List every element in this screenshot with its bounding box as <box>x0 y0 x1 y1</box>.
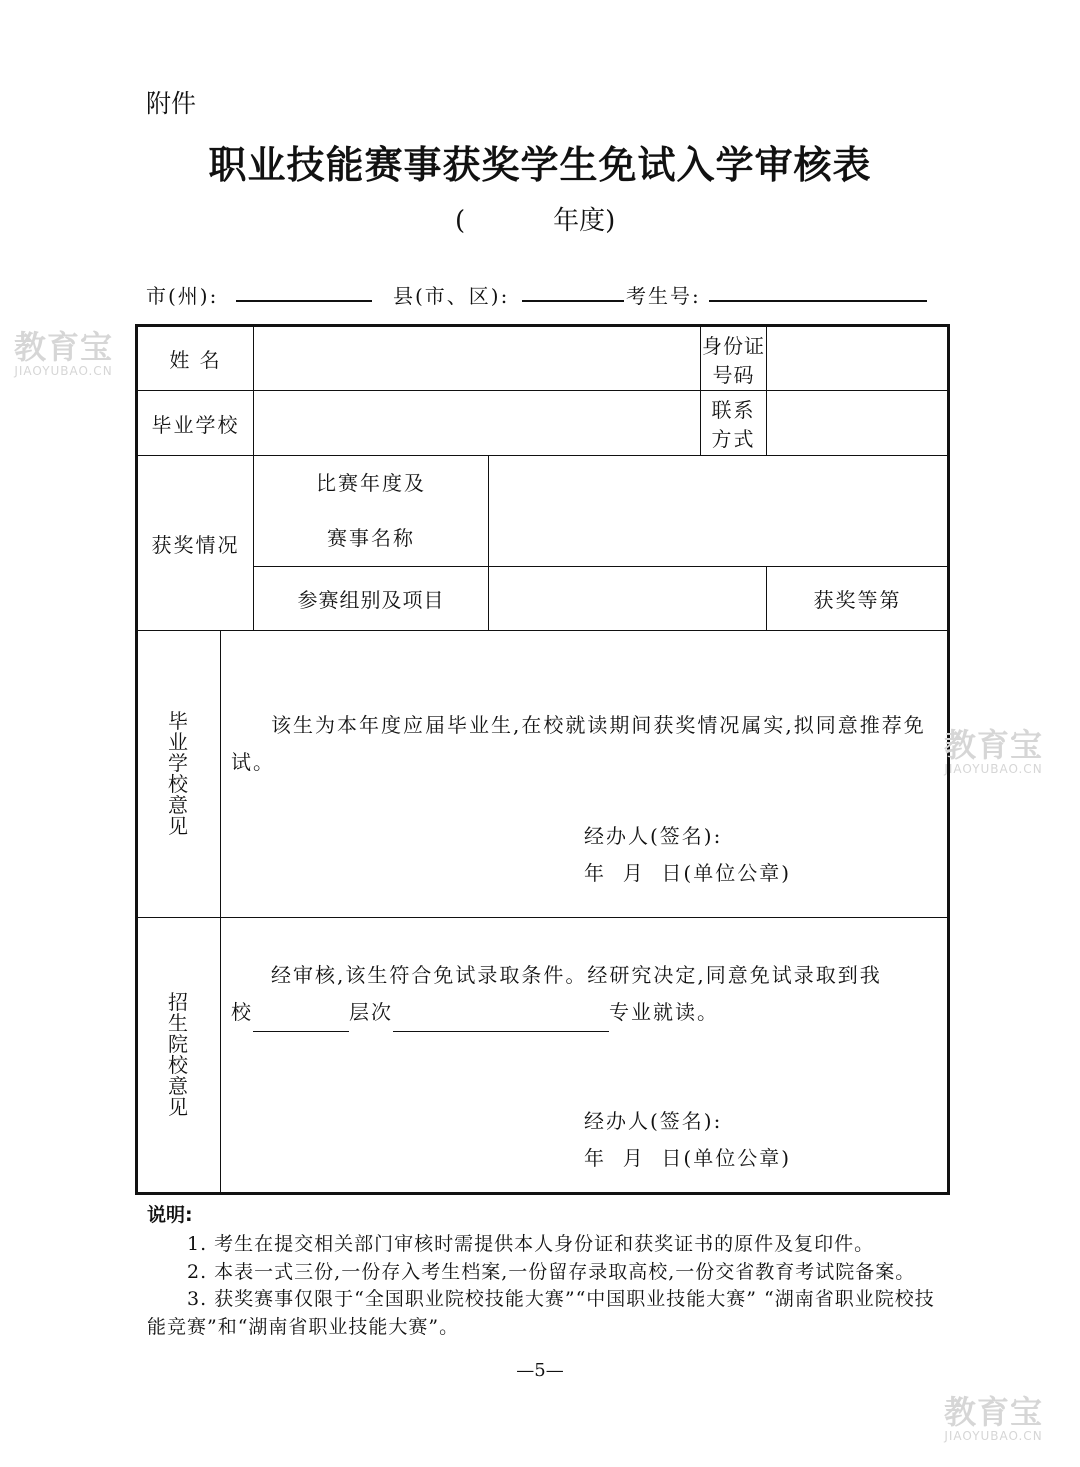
school-opinion-text: 该生为本年度应届毕业生,在校就读期间获奖情况属实,拟同意推荐免试。 <box>231 713 926 774</box>
group-label: 参赛组别及项目 <box>254 567 489 631</box>
school-opinion-cell[interactable] <box>221 631 949 918</box>
college-opinion-text-1: 经审核,该生符合免试录取条件。经研究决定,同意免试录取到我 <box>271 963 882 987</box>
school-opinion-side-text: 毕业学校意见 <box>168 708 190 838</box>
county-field[interactable] <box>522 300 624 302</box>
year-line <box>455 200 615 237</box>
watermark-sub: JIAOYUBAO.CN <box>944 762 1043 776</box>
major-blank[interactable] <box>393 994 609 1032</box>
group-field[interactable] <box>489 567 767 631</box>
school-opinion-signer: 经办人(签名): <box>584 824 723 848</box>
watermark-logo <box>14 330 113 378</box>
city-label: 市(州): <box>146 284 219 308</box>
college-opinion-school-word: 校 <box>231 1000 253 1024</box>
watermark-sub: JIAOYUBAO.CN <box>14 364 113 378</box>
page-number: —5— <box>516 1360 564 1381</box>
exam-no-field[interactable] <box>709 300 927 302</box>
college-opinion-label <box>137 918 221 1194</box>
watermark-sub: JIAOYUBAO.CN <box>944 1429 1043 1443</box>
watermark-logo <box>944 1395 1043 1443</box>
competition-label-line1: 比赛年度及 <box>316 471 427 495</box>
year-text: 年度) <box>553 206 616 236</box>
watermark-main: 教育宝 <box>14 328 114 366</box>
id-label: 身份证号码 <box>701 326 767 391</box>
school-opinion-label <box>137 631 221 918</box>
note-item-3: 3. 获奖赛事仅限于“全国职业院校技能大赛”“中国职业技能大赛” “湖南省职业院校技能竞赛”和“湖南省职业技能大赛”。 <box>147 1288 935 1338</box>
notes-title: 说明: <box>147 1204 193 1226</box>
college-opinion-major-word: 专业就读。 <box>609 1000 719 1024</box>
college-opinion-level-word: 层次 <box>349 1000 393 1024</box>
page-title: 职业技能赛事获奖学生免试入学审核表 <box>208 142 872 187</box>
name-label: 姓 名 <box>137 326 254 391</box>
note-item-1: 1. 考生在提交相关部门审核时需提供本人身份证和获奖证书的原件及复印件。 <box>187 1233 875 1255</box>
id-field[interactable] <box>767 326 949 391</box>
county-label: 县(市、区): <box>393 284 510 308</box>
school-field[interactable] <box>254 391 701 456</box>
level-blank[interactable] <box>253 994 349 1032</box>
award-label: 获奖情况 <box>137 456 254 631</box>
college-opinion-date: 年 月 日(单位公章) <box>584 1146 792 1170</box>
watermark-main: 教育宝 <box>944 726 1044 764</box>
review-form-table <box>135 324 950 1195</box>
contact-label: 联系方式 <box>701 391 767 456</box>
exam-no-label: 考生号: <box>626 284 701 308</box>
college-opinion-side-text: 招生院校意见 <box>168 989 190 1119</box>
college-opinion-signer: 经办人(签名): <box>584 1109 723 1133</box>
competition-field[interactable] <box>489 456 949 567</box>
competition-label-line2: 赛事名称 <box>327 526 416 550</box>
year-open-paren: ( <box>455 206 466 236</box>
school-opinion-date: 年 月 日(单位公章) <box>584 861 792 885</box>
attachment-label: 附件 <box>146 89 197 118</box>
city-field[interactable] <box>236 300 372 302</box>
college-opinion-text-2 <box>231 994 938 1032</box>
name-field[interactable] <box>254 326 701 391</box>
watermark-logo <box>944 728 1043 776</box>
contact-field[interactable] <box>767 391 949 456</box>
note-item-2: 2. 本表一式三份,一份存入考生档案,一份留存录取高校,一份交省教育考试院备案。 <box>187 1261 916 1283</box>
watermark-main: 教育宝 <box>944 1393 1044 1431</box>
college-opinion-cell[interactable] <box>221 918 949 1194</box>
school-label: 毕业学校 <box>137 391 254 456</box>
competition-label <box>254 456 489 567</box>
rank-label: 获奖等第 <box>767 567 949 631</box>
